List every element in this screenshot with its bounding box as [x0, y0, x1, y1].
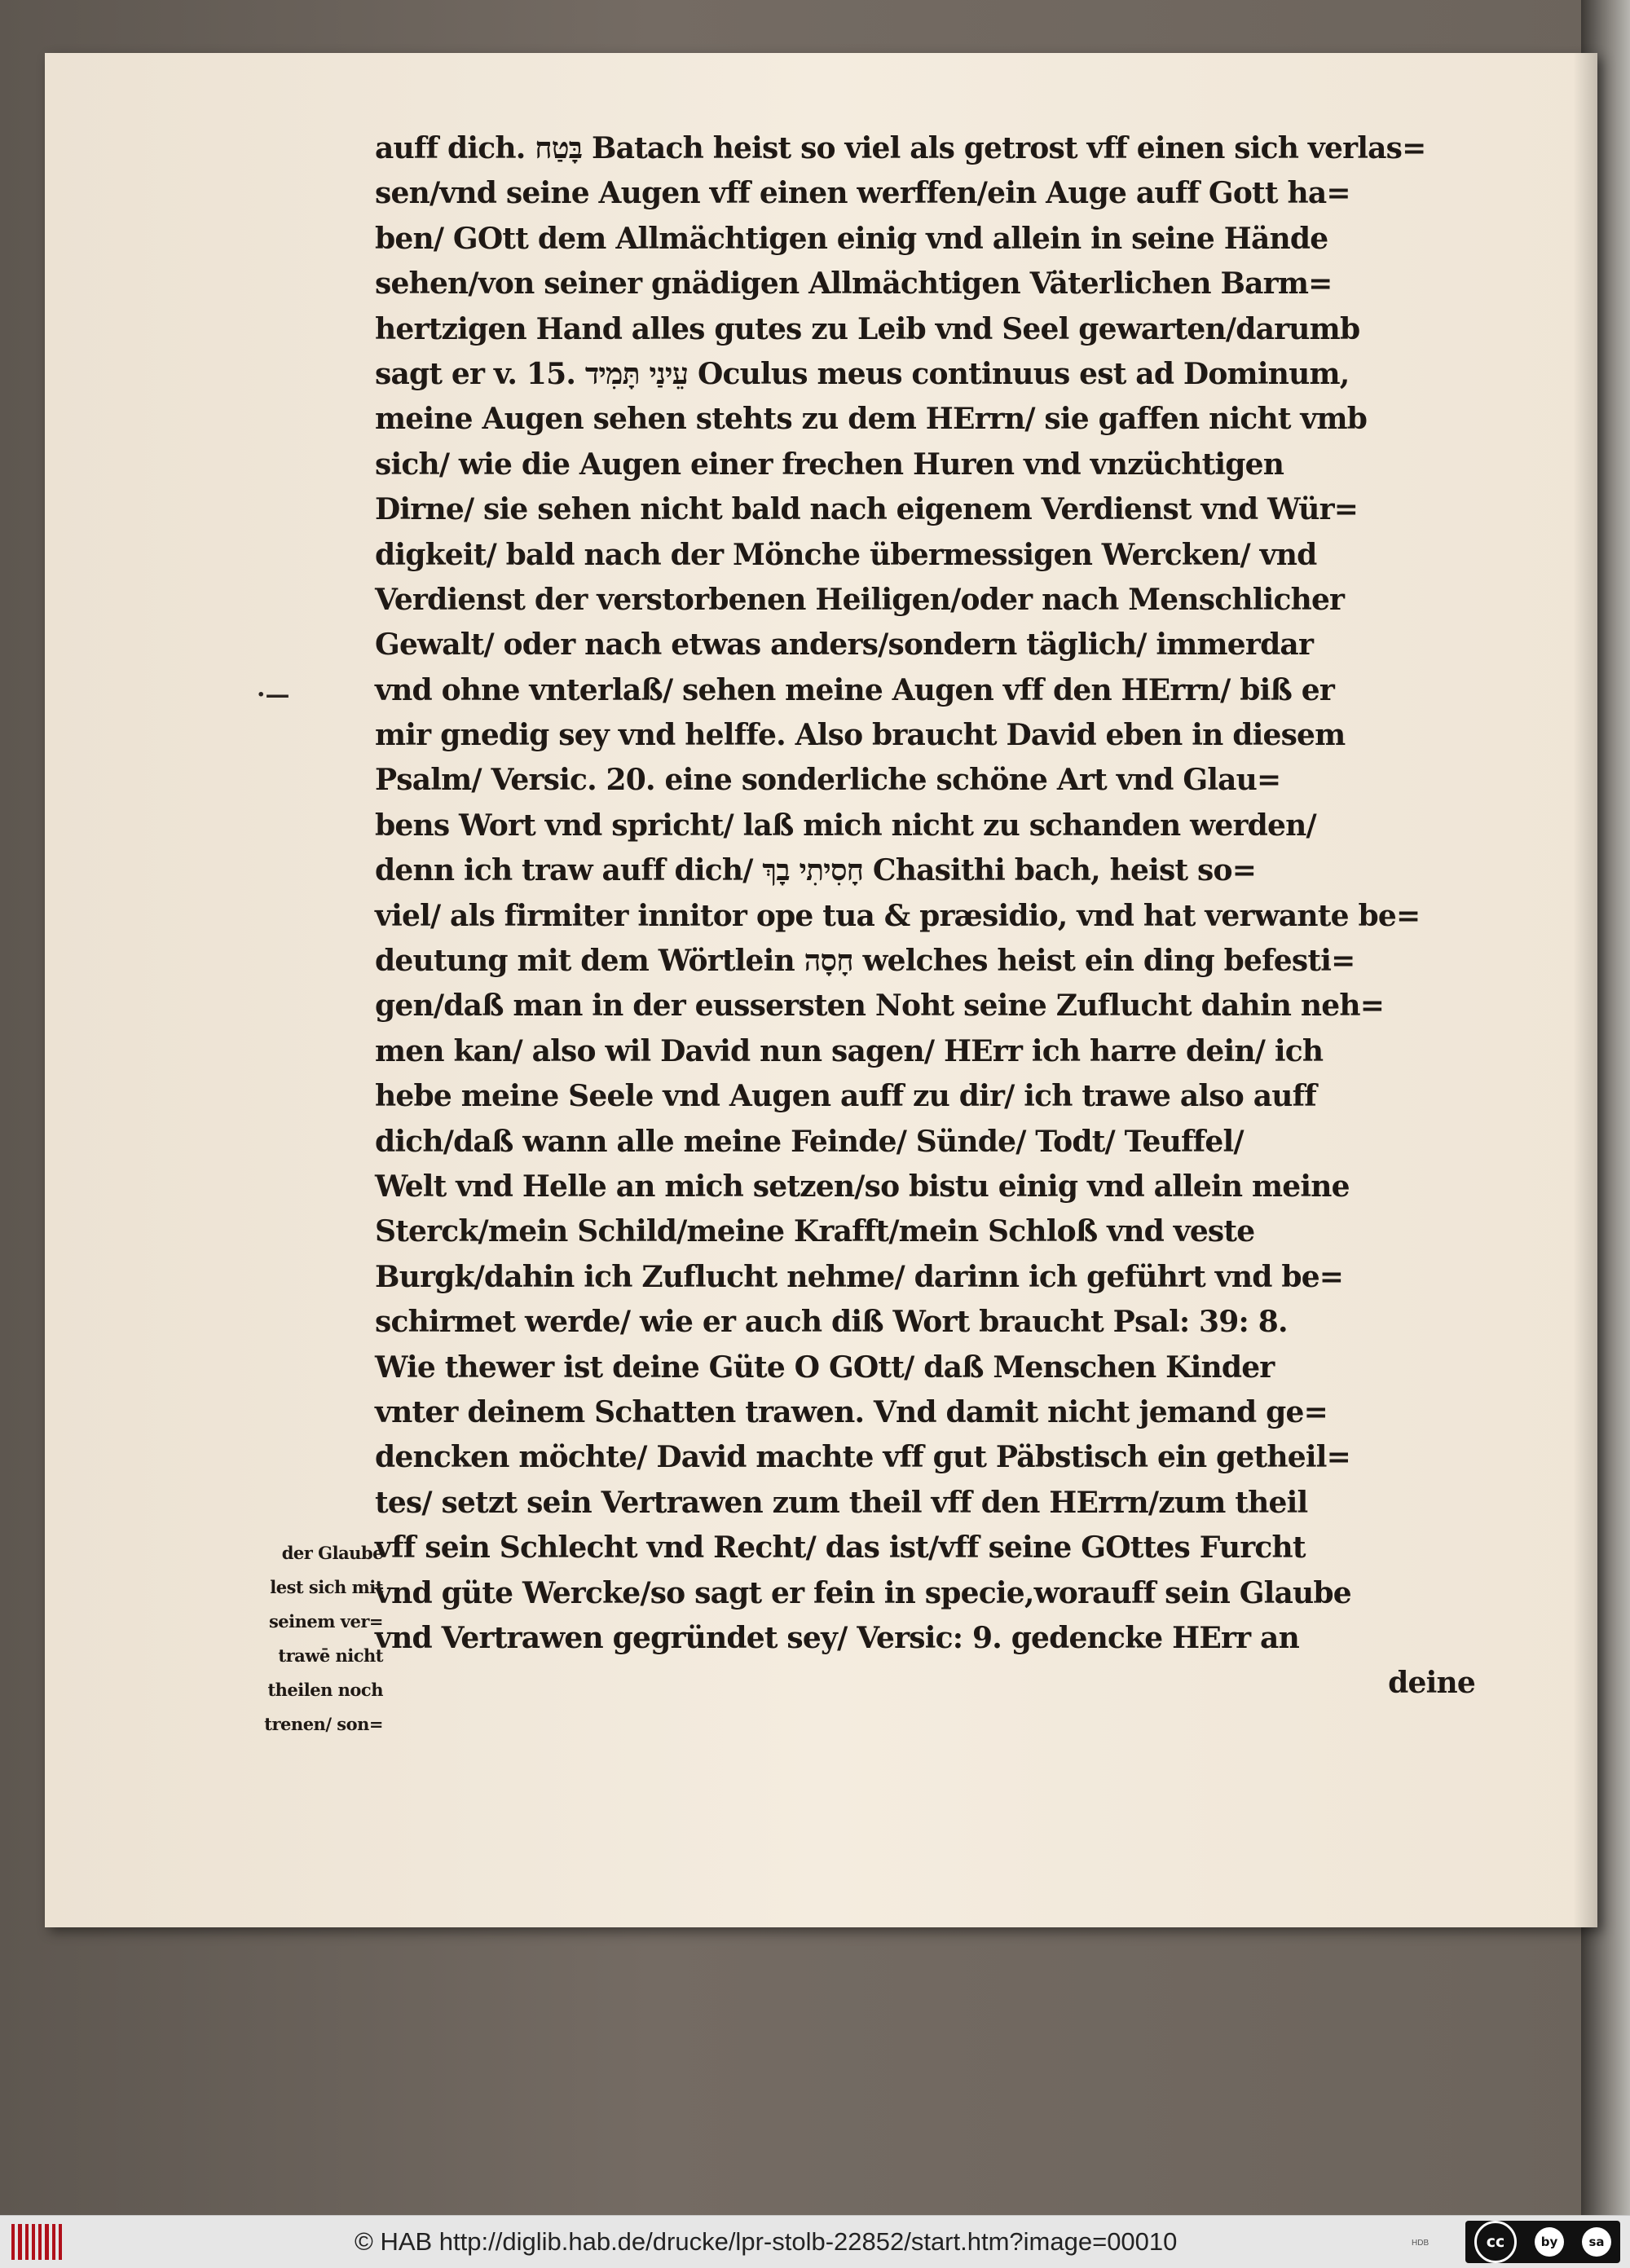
- text-line: Burgk/dahin ich Zuflucht nehme/ darinn ich geführt vnd be=: [375, 1259, 1344, 1294]
- book-page: [45, 53, 1597, 1927]
- text-line: Sterck/mein Schild/meine Krafft/mein Schloß vnd veste: [375, 1214, 1255, 1249]
- text-line: bens Wort vnd spricht/ laß mich nicht zu schanden werden/: [375, 808, 1316, 843]
- sa-icon: sa: [1582, 2227, 1611, 2257]
- footer-small-label: HDB: [1412, 2239, 1430, 2248]
- marginal-line: der Glaube: [281, 1543, 383, 1563]
- text-line: sehen/von seiner gnädigen Allmächtigen Väterlichen Barm=: [375, 266, 1333, 302]
- text-line: Dirne/ sie sehen nicht bald nach eigenem Verdienst vnd Wür=: [375, 492, 1359, 527]
- text-line: denn ich traw auff dich/ חָסִיתִי בָךְ Chasithi bach, heist so=: [375, 853, 1257, 888]
- text-line: men kan/ also wil David nun sagen/ HErr ich harre dein/ ich: [375, 1033, 1324, 1068]
- page-shading: [1573, 53, 1597, 1927]
- marginal-line: seinem ver=: [268, 1611, 383, 1632]
- text-line: deutung mit dem Wörtlein חָסָה welches heist ein ding befesti=: [375, 944, 1355, 979]
- text-line: vnter deinem Schatten trawen. Vnd damit nicht jemand ge=: [375, 1394, 1328, 1429]
- catchword: deine: [1388, 1666, 1475, 1701]
- text-line: vnd güte Wercke/so sagt er fein in specie,worauff sein Glaube: [375, 1575, 1351, 1610]
- marginal-line: lest sich mit: [270, 1577, 383, 1597]
- text-line: auff dich. בָּטַח Batach heist so viel als getrost vff einen sich verlas=: [375, 131, 1426, 165]
- cc-icon: cc: [1474, 2221, 1517, 2263]
- marginal-line: trawē nicht: [278, 1645, 383, 1666]
- text-line: dich/daß wann alle meine Feinde/ Sünde/ Todt/ Teuffel/: [375, 1124, 1244, 1159]
- text-line: sich/ wie die Augen einer frechen Huren vnd vnzüchtigen: [375, 447, 1284, 482]
- hab-logo-icon: [11, 2224, 62, 2260]
- marginal-line: theilen noch: [267, 1680, 383, 1700]
- text-line: vff sein Schlecht vnd Recht/ das ist/vff seine GOttes Furcht: [375, 1530, 1306, 1566]
- cc-license-badge[interactable]: [1465, 2221, 1620, 2263]
- text-line: tes/ setzt sein Vertrawen zum theil vff den HErrn/zum theil: [375, 1485, 1308, 1520]
- copyright-url[interactable]: © HAB http://diglib.hab.de/drucke/lpr-stolb-22852/start.htm?image=00010: [355, 2227, 1178, 2256]
- text-line: schirmet werde/ wie er auch diß Wort braucht Psal: 39: 8.: [375, 1305, 1288, 1340]
- marginal-line: trenen/ son=: [264, 1714, 383, 1734]
- text-line: gen/daß man in der eussersten Noht seine Zuflucht dahin neh=: [375, 989, 1385, 1024]
- marginal-note: [212, 1536, 383, 1742]
- main-text: [375, 126, 1475, 1707]
- text-line: vnd Vertrawen gegründet sey/ Versic: 9. gedencke HErr an: [375, 1620, 1299, 1655]
- margin-mark: ·—: [257, 680, 290, 709]
- text-line: Welt vnd Helle an mich setzen/so bistu einig vnd allein meine: [375, 1169, 1350, 1204]
- text-line: Wie thewer ist deine Güte O GOtt/ daß Menschen Kinder: [375, 1350, 1275, 1385]
- text-line: Verdienst der verstorbenen Heiligen/oder nach Menschlicher: [375, 582, 1345, 617]
- text-line: meine Augen sehen stehts zu dem HErrn/ sie gaffen nicht vmb: [375, 402, 1368, 437]
- text-line: Gewalt/ oder nach etwas anders/sondern täglich/ immerdar: [375, 628, 1314, 663]
- text-line: hebe meine Seele vnd Augen auff zu dir/ ich trawe also auff: [375, 1079, 1316, 1114]
- text-line: digkeit/ bald nach der Mönche übermessigen Wercken/ vnd: [375, 537, 1317, 572]
- text-line: hertzigen Hand alles gutes zu Leib vnd Seel gewarten/darumb: [375, 311, 1360, 346]
- text-line: Psalm/ Versic. 20. eine sonderliche schöne Art vnd Glau=: [375, 763, 1281, 798]
- text-line: ben/ GOtt dem Allmächtigen einig vnd allein in seine Hände: [375, 221, 1328, 256]
- text-line: sen/vnd seine Augen vff einen werffen/ein Auge auff Gott ha=: [375, 176, 1350, 211]
- text-line: viel/ als firmiter innitor ope tua & præsidio, vnd hat verwante be=: [375, 898, 1421, 933]
- text-line: dencken möchte/ David machte vff gut Päbstisch ein getheil=: [375, 1440, 1350, 1475]
- text-line: sagt er v. 15. עֵינַי תָּמִיד Oculus meus continuus est ad Dominum,: [375, 356, 1350, 391]
- footer-bar: [0, 2215, 1630, 2268]
- by-icon: by: [1535, 2227, 1564, 2257]
- text-line: vnd ohne vnterlaß/ sehen meine Augen vff den HErrn/ biß er: [375, 672, 1335, 707]
- text-line: mir gnedig sey vnd helffe. Also braucht David eben in diesem: [375, 718, 1346, 753]
